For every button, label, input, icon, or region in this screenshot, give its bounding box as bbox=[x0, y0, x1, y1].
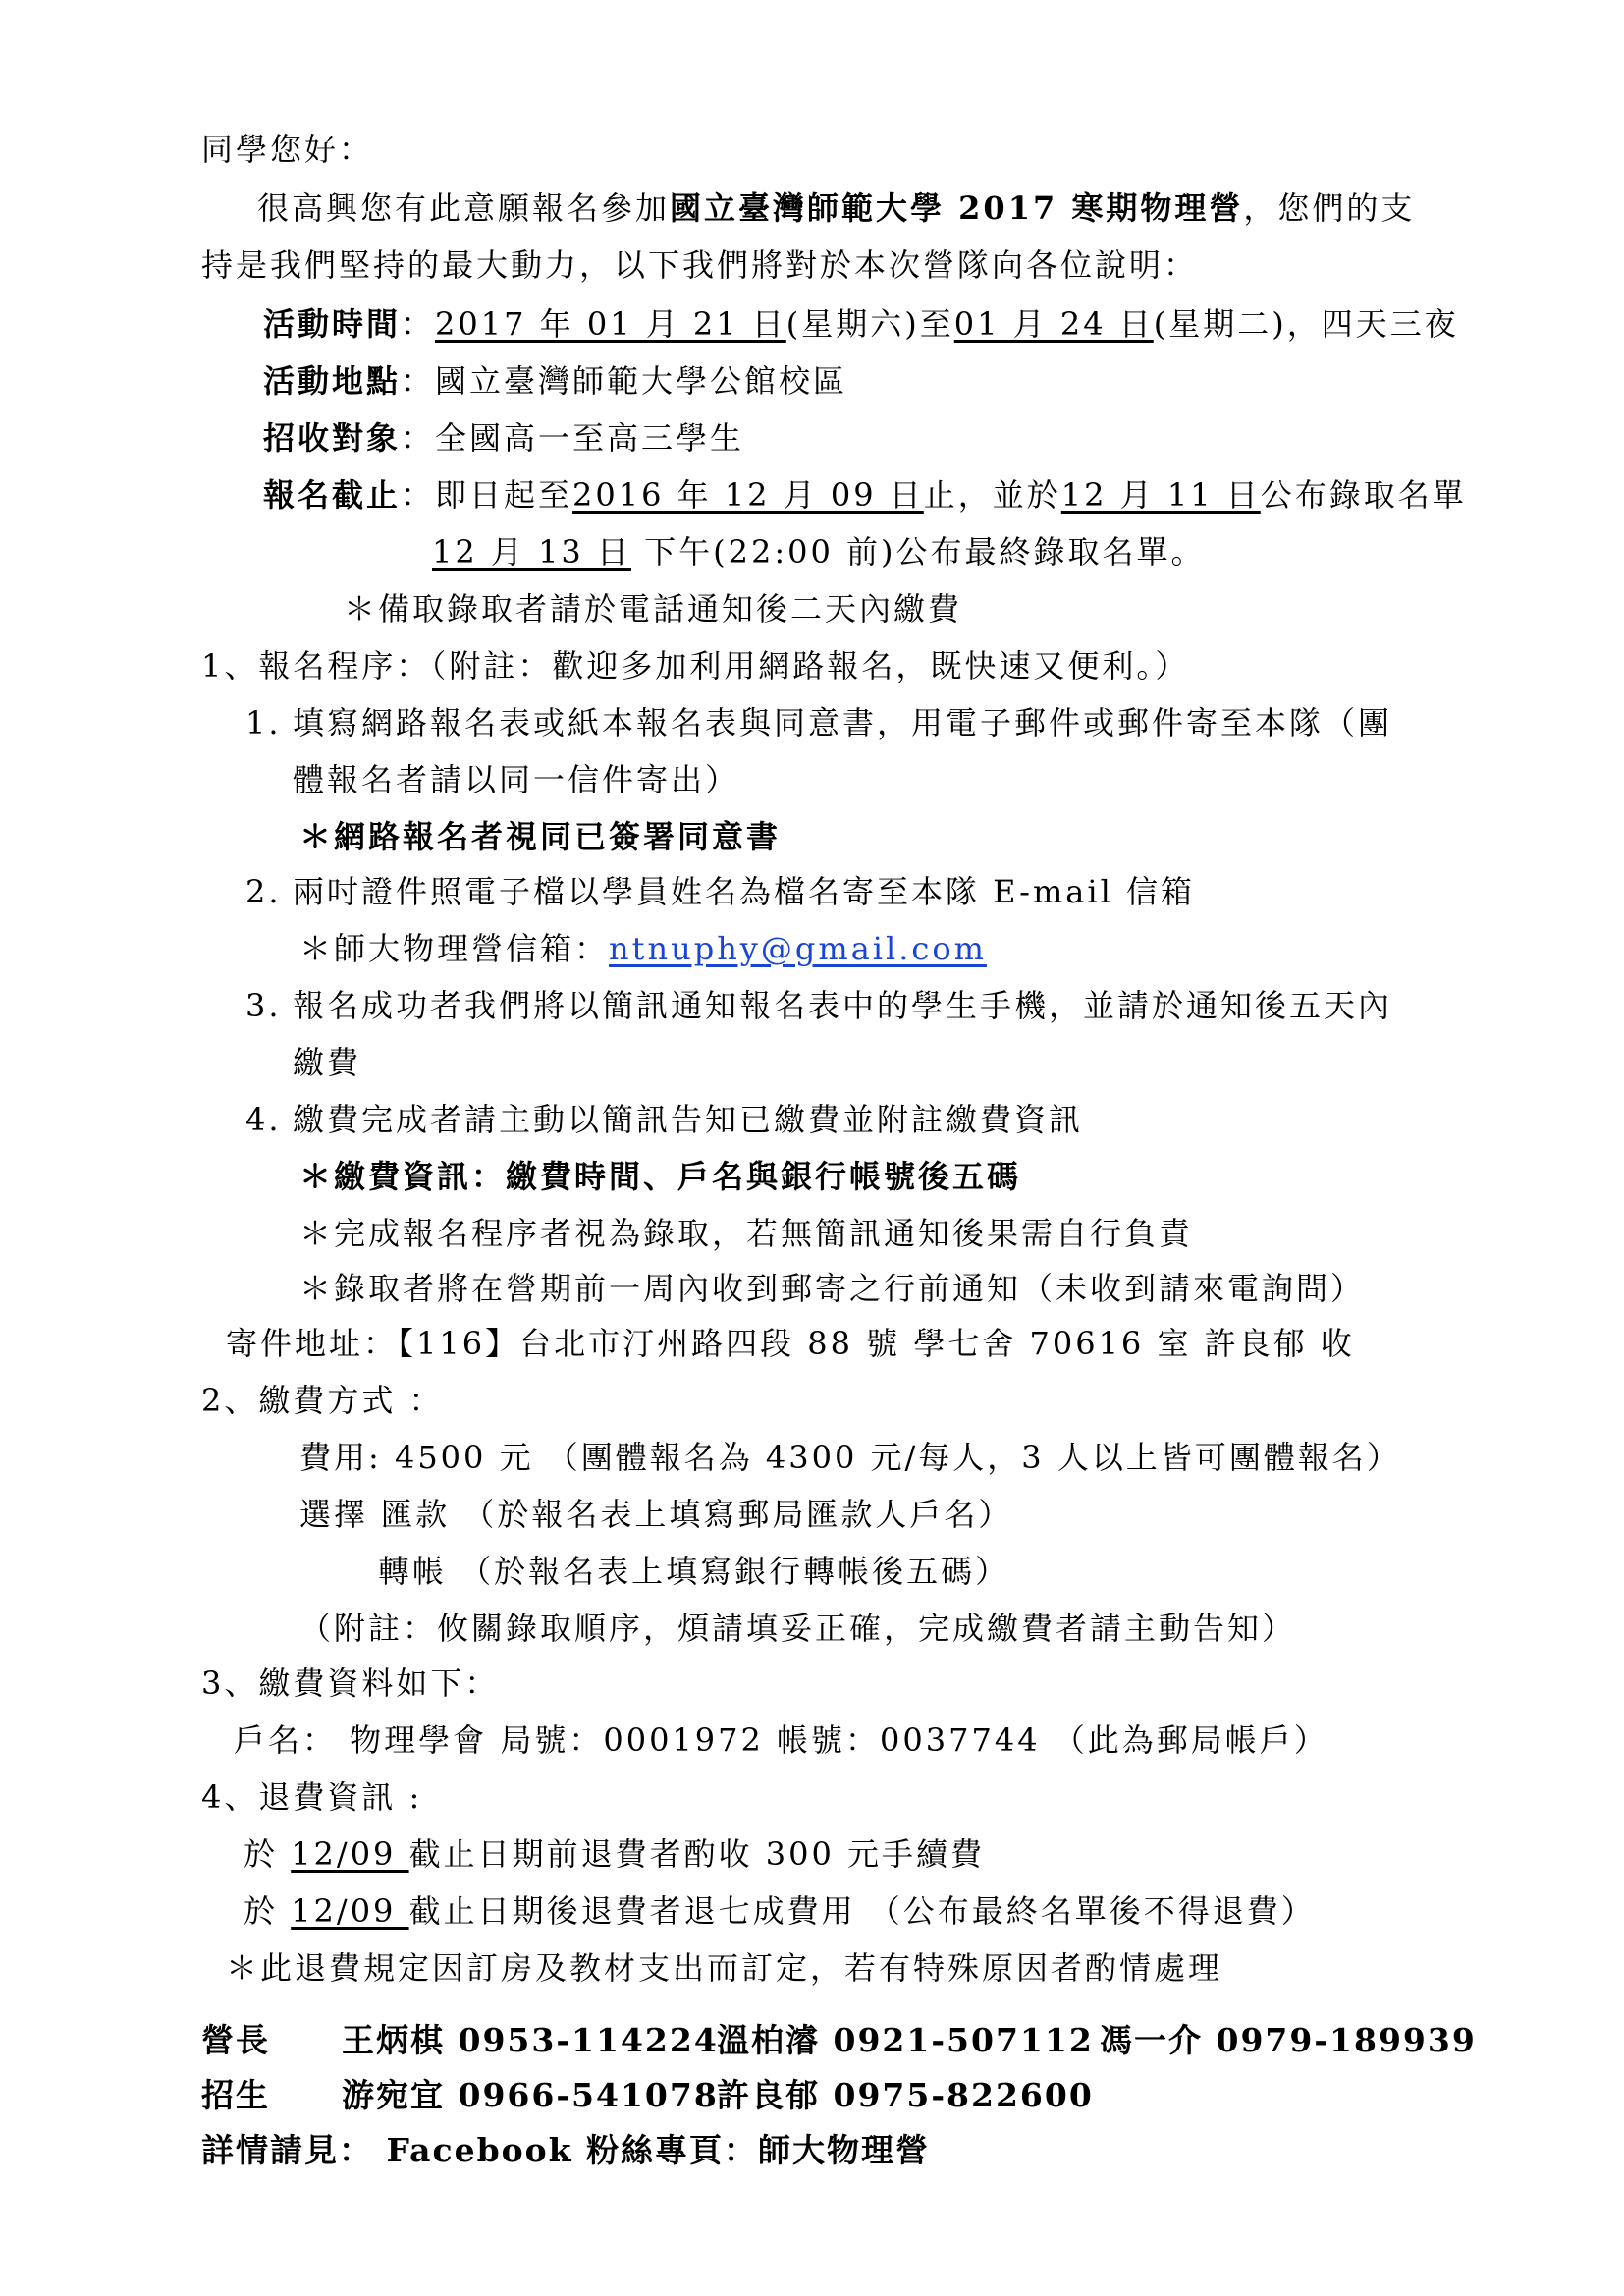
item-2-number: 2. bbox=[245, 873, 282, 910]
intro-line-1 bbox=[257, 189, 1415, 228]
recruit-2: 許良郁 0975-822600 bbox=[717, 2076, 1094, 2114]
leader-3: 馮一介 0979-189939 bbox=[1100, 2021, 1477, 2059]
item-2-line-1: 兩吋證件照電子檔以學員姓名為檔名寄至本隊 E-mail 信箱 bbox=[293, 873, 1196, 910]
deadline-pre: ：即日起至 bbox=[401, 476, 573, 514]
deadline-date: 2016 年 12 月 09 日 bbox=[572, 476, 924, 514]
leader-2: 溫柏濬 0921-507112 bbox=[717, 2021, 1094, 2059]
backup-note: ＊備取錄取者請於電話通知後二天內繳費 bbox=[344, 590, 963, 628]
activity-place bbox=[263, 361, 847, 401]
deadline-label: 報名截止 bbox=[263, 476, 402, 514]
refund-line-1 bbox=[244, 1834, 985, 1874]
final-date: 12 月 13 日 bbox=[432, 533, 631, 571]
time-post: (星期二)，四天三夜 bbox=[1153, 305, 1459, 343]
refund-2-date: 12/09 bbox=[291, 1892, 409, 1930]
mailing-address: 寄件地址：【116】台北市汀州路四段 88 號 學七舍 70616 室 許良郁 收 bbox=[226, 1325, 1355, 1362]
refund-1-date: 12/09 bbox=[291, 1835, 409, 1873]
item-1-line-2: 體報名者請以同一信件寄出） bbox=[293, 761, 740, 798]
item-4-number: 4. bbox=[245, 1101, 282, 1138]
section-3-title: 3、繳費資料如下： bbox=[201, 1665, 500, 1702]
end-date: 01 月 24 日 bbox=[953, 305, 1154, 343]
refund-1-post: 截止日期前退費者酌收 300 元手續費 bbox=[408, 1835, 986, 1873]
refund-line-2 bbox=[244, 1891, 1316, 1931]
refund-note: ＊此退費規定因訂房及教材支出而訂定，若有特殊原因者酌情處理 bbox=[226, 1949, 1223, 1987]
email-label: ＊師大物理營信箱： bbox=[299, 930, 610, 967]
final-post: 下午(22:00 前)公布最終錄取名單。 bbox=[630, 533, 1206, 571]
camp-name: 國立臺灣師範大學 2017 寒期物理營 bbox=[670, 190, 1244, 227]
refund-2-pre: 於 bbox=[244, 1892, 292, 1930]
deadline-mid: 止，並於 bbox=[923, 476, 1061, 514]
item-3-number: 3. bbox=[245, 987, 282, 1024]
greeting: 同學您好： bbox=[201, 131, 374, 168]
place-label: 活動地點 bbox=[263, 362, 402, 400]
item-3-line-1: 報名成功者我們將以簡訊通知報名表中的學生手機，並請於通知後五天內 bbox=[293, 987, 1393, 1024]
section-4-title: 4、退費資訊 : bbox=[201, 1778, 423, 1816]
refund-2-post: 截止日期後退費者退七成費用 （公布最終名單後不得退費） bbox=[408, 1892, 1316, 1930]
payment-note: （附註：攸關錄取順序，煩請填妥正確，完成繳費者請主動告知） bbox=[299, 1610, 1297, 1647]
intro-line-2: 持是我們堅持的最大動力，以下我們將對於本次營隊向各位說明： bbox=[201, 246, 1199, 284]
item-4-line-1: 繳費完成者請主動以簡訊告知已繳費並附註繳費資訊 bbox=[293, 1101, 1084, 1138]
time-label: 活動時間 bbox=[263, 305, 402, 343]
start-date: 2017 年 01 月 21 日 bbox=[435, 305, 786, 343]
target-audience bbox=[263, 418, 744, 458]
section-2-title: 2、繳費方式 ： bbox=[201, 1382, 444, 1419]
final-announcement bbox=[432, 532, 1206, 572]
details-reference: 詳情請見： Facebook 粉絲專頁：師大物理營 bbox=[201, 2131, 931, 2169]
place-value: ：國立臺灣師範大學公館校區 bbox=[401, 362, 848, 400]
target-value: ：全國高一至高三學生 bbox=[401, 419, 745, 457]
item-1-line-1: 填寫網路報名表或紙本報名表與同意書，用電子郵件或郵件寄至本隊（團 bbox=[293, 704, 1393, 741]
account-info: 戶名： 物理學會 局號：0001972 帳號：0037744 （此為郵局帳戶） bbox=[234, 1722, 1328, 1759]
leader-label: 營長 bbox=[201, 2021, 270, 2059]
item-1-note: ＊網路報名者視同已簽署同意書 bbox=[299, 818, 782, 855]
announce-date: 12 月 11 日 bbox=[1060, 476, 1261, 514]
payment-option-1: 選擇 匯款 （於報名表上填寫郵局匯款人戶名） bbox=[299, 1496, 1013, 1533]
activity-time: 活動時間：2017 年 01 月 21 日(星期六)至01 月 24 日(星期二)，四天三夜 bbox=[263, 305, 1459, 343]
payment-option-2: 轉帳 （於報名表上填寫銀行轉帳後五碼） bbox=[378, 1553, 1010, 1590]
leader-1: 王炳棋 0953-114224 bbox=[342, 2021, 719, 2059]
item-4-note-3: ＊錄取者將在營期前一周內收到郵寄之行前通知（未收到請來電詢問） bbox=[299, 1270, 1366, 1307]
item-4-note-2: ＊完成報名程序者視為錄取，若無簡訊通知後果需自行負責 bbox=[299, 1215, 1194, 1252]
deadline-post: 公布錄取名單 bbox=[1260, 476, 1467, 514]
intro-text-post: ，您們的支 bbox=[1243, 190, 1416, 227]
item-1-number: 1. bbox=[245, 704, 282, 741]
time-mid: (星期六)至 bbox=[785, 305, 954, 343]
target-label: 招收對象 bbox=[263, 419, 402, 457]
item-2-note bbox=[299, 929, 987, 968]
section-1-title: 1、報名程序：（附註：歡迎多加利用網路報名，既快速又便利。） bbox=[201, 647, 1190, 684]
fee: 費用: 4500 元 （團體報名為 4300 元/每人，3 人以上皆可團體報名） bbox=[299, 1439, 1401, 1476]
email-link[interactable]: ntnuphy@gmail.com bbox=[609, 930, 987, 967]
item-4-note-1: ＊繳費資訊：繳費時間、戶名與銀行帳號後五碼 bbox=[299, 1158, 1022, 1195]
item-3-line-2: 繳費 bbox=[293, 1044, 362, 1081]
recruit-label: 招生 bbox=[201, 2076, 270, 2114]
registration-deadline bbox=[263, 475, 1467, 515]
intro-text: 很高興您有此意願報名參加 bbox=[257, 190, 671, 227]
refund-1-pre: 於 bbox=[244, 1835, 292, 1873]
recruit-1: 游宛宜 0966-541078 bbox=[342, 2076, 719, 2114]
